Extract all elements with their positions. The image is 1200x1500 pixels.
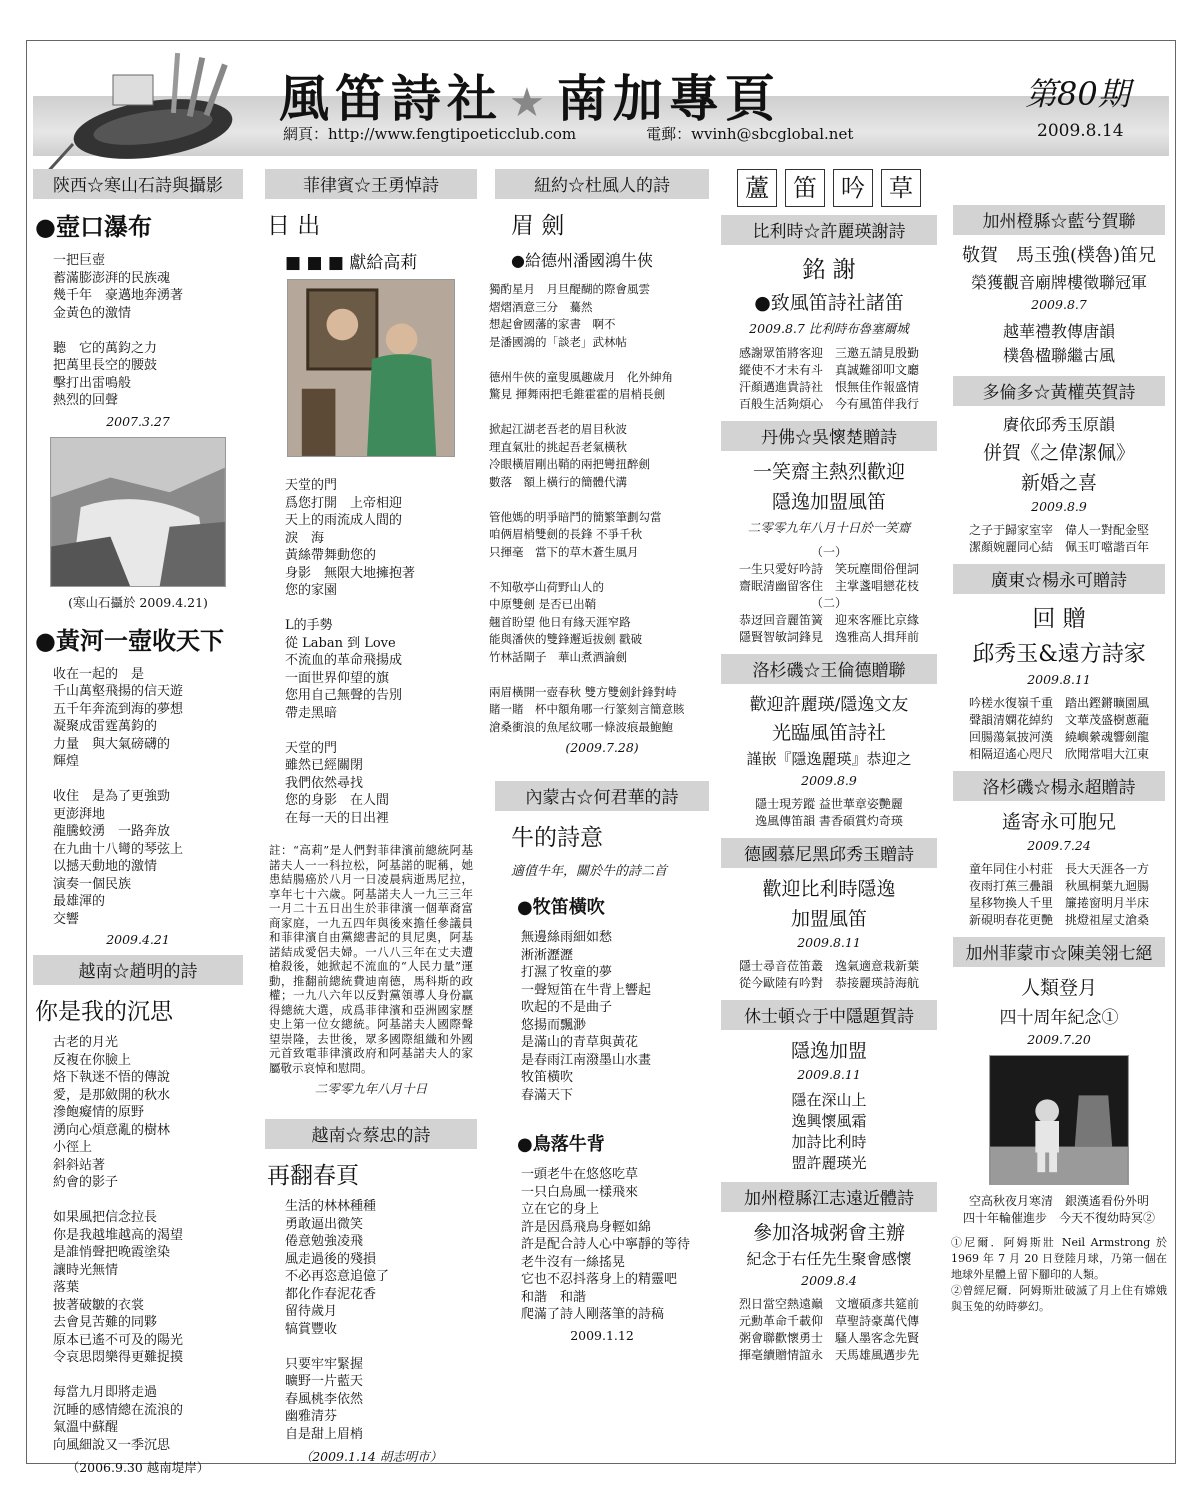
email-link[interactable]: 電郵：wvinh@sbcglobal.net — [646, 125, 854, 143]
banner-char: 草 — [881, 169, 921, 207]
poem-date: 2009.8.7 比利時布魯塞爾城 — [749, 321, 909, 336]
section-header: 德國慕尼黑邱秀玉贈詩 — [721, 838, 937, 868]
poem-subtitle: 適值牛年，關於牛的詩二首 — [511, 864, 668, 879]
poem-body: 烈日當空熱遠巔 文壇碩彥共筵前 元勳革命千載仰 草聖詩豪萬代傳 粥會聯歡懷勇士 騷人墨客念先賢 揮毫續贈情誼永 天馬雄風邁步先 — [738, 1297, 919, 1362]
banner-char: 吟 — [833, 169, 873, 207]
poem-body: 天堂的門 爲您打開 上帝相迎 天上的雨流成人間的 淚 海 黃絲帶舞動您的 身影 無限大地擁抱著 您的家園 L的手勢 從 Laban 到 Love 不流血的革命飛揚成 一面世界仰望的旗 您用自己無聲的告別 帶走黑暗 天堂的門 雖然已經關閉 我們依然尋找 您的身影 在人間 在每一天的日出裡 — [285, 478, 416, 826]
section-header: 越南☆蔡忠的詩 — [265, 1119, 477, 1149]
poem-date: 2009.1.12 — [570, 1327, 634, 1343]
poem-subtitle: ●給德州潘國鴻牛俠 — [511, 251, 653, 270]
column-4 — [715, 169, 943, 1457]
poem-title: 銘 謝 — [802, 257, 856, 283]
dedication: ■ ■ ■ 獻給高莉 — [285, 253, 418, 273]
poem-title: ●牧笛橫吹 — [517, 897, 605, 918]
poem-body: 一頭老牛在悠悠吃草 一只白鳥風一樣飛來 立在它的身上 許是因爲飛鳥身輕如綿 許是配合詩人心中寧靜的等待 老牛沒有一絲搖晃 它也不忍抖落身上的精靈吧 和諧 和諧 爬滿了詩人剛落筆的詩稿 — [521, 1167, 691, 1322]
note-date: 二零零九年八月十日 — [314, 1081, 428, 1096]
masthead-contact — [283, 123, 853, 144]
portrait-photo — [287, 279, 455, 457]
section-header: 休士頓☆于中隱題賀詩 — [721, 1000, 937, 1030]
section-header: 陝西☆寒山石詩與攝影 — [33, 169, 243, 199]
poem-date: 2009.7.24 — [1027, 838, 1091, 853]
poem-body: 童年同住小村莊 長大天涯各一方 夜雨打蕉三疊韻 秋風桐葉九迴腸 星移物換人千里 簾捲窗明月半床 新硯明春花更艷 挑燈祖屋丈滄桑 — [968, 862, 1149, 927]
section-header: 洛杉磯☆王倫德贈聯 — [721, 654, 937, 684]
poem-date: 2009.7.20 — [1027, 1032, 1091, 1047]
masthead-title: 風笛詩社 ★ 南加專頁 — [279, 70, 781, 128]
poem-title: 敬賀 馬玉強(樸魯)笛兄 — [961, 245, 1157, 266]
poem-title: 一笑齋主熱烈歡迎 — [752, 461, 905, 483]
poem-title: 再翻春頁 — [267, 1163, 359, 1189]
section-header: 比利時☆許麗瑛謝詩 — [721, 215, 937, 245]
section-header: 內蒙古☆何君華的詩 — [495, 781, 709, 811]
poem-title: 光臨風笛詩社 — [771, 722, 886, 744]
poem-title: 牛的詩意 — [511, 825, 603, 851]
star-icon: ★ — [509, 80, 551, 126]
poem-title: 賡依邱秀玉原韻 — [1002, 415, 1115, 434]
poem-title: ●壺口瀑布 — [35, 212, 152, 241]
poem-date: 二零零九年八月十日於一笑齋 — [747, 520, 911, 535]
section-header: 加州菲蒙市☆陳美翎七絕 — [953, 937, 1165, 967]
poem-body: 隱士尋音莅笛叢 逸氣適意栽新葉 從今歐陸有吟對 恭接麗瑛詩海航 — [738, 959, 919, 990]
section-header: 廣東☆楊永可贈詩 — [953, 564, 1165, 594]
poem-subtitle: 謹嵌『隱逸麗瑛』恭迎之 — [746, 750, 912, 768]
poem-title: 加盟風笛 — [790, 908, 867, 930]
section-header: 丹佛☆吳懷楚贈詩 — [721, 421, 937, 451]
poem-title: ●鳥落牛背 — [517, 1134, 605, 1155]
poem-body: （一） 一生只愛好吟詩 笑玩塵間俗俚詞 齋眠清幽留客住 主掌盞唱戀花枝 （二） 恭迓回音麗笛簧 迎來客雁比京緣 隱賢智敏詞鋒見 逸雅高人揖拜前 — [738, 545, 919, 644]
section-header: 紐約☆杜風人的詩 — [495, 169, 709, 199]
poem-date: 2009.8.11 — [1027, 672, 1091, 687]
poem-title: 人類登月 — [1020, 977, 1097, 999]
poem-body: 空高秋夜月寒清 銀漢遙看份外明 四十年輪催進步 今天不復幼時冥② — [962, 1194, 1155, 1225]
poem-date: (2009.7.28) — [565, 740, 639, 755]
poem-title: 歡迎比利時隱逸 — [762, 878, 896, 900]
poem-body: 感謝眾笛將客迎 三邀五請見殷勤 縱使不才未有斗 真誠難卻叩文廳 汗顏邁進貴詩社 恨無佳作報盛情 百般生活夠煩心 今有風笛伴我行 — [738, 346, 919, 411]
poem-body: 越華禮教傳唐韻 樸魯楹聯繼古風 — [1002, 322, 1115, 365]
waterfall-photo — [50, 437, 226, 587]
poem-title: 併賀《之偉潔佩》 — [982, 442, 1135, 464]
poem-date: 2009.8.7 — [1031, 297, 1087, 312]
poem-title: 參加洛城粥會主辦 — [752, 1222, 905, 1244]
section-header: 加州橙縣江志遠近體詩 — [721, 1182, 937, 1212]
column-banner — [715, 169, 943, 207]
poem-body: 隱士現芳蹤 益世華章姿艷麗 逸風傳笛韻 書香碩賞灼奇瑛 — [755, 797, 903, 828]
column-2 — [265, 169, 477, 1464]
poem-subtitle: ●致風笛詩社諸笛 — [754, 292, 904, 314]
poem-body: 一把巨壺 蓄滿膨澎湃的民族魂 幾千年 豪邁地奔湧著 金黃色的激情 聽 它的萬鈞之力 把萬里長空的腰鼓 擊打出雷鳴般 熱烈的回聲 — [53, 253, 184, 408]
poem-subtitle: 紀念于右任先生聚會感懷 — [746, 1250, 912, 1268]
footnote: 註：“高莉”是人們對菲律濱前總統阿基諾夫人一一科拉松，阿基諾的昵稱，她患結腸癌於八月一日凌晨病逝馬尼拉，享年七十六歲。阿基諾夫人一九三三年一月二十五日出生於菲律濱一個華裔富商家庭，一九五四年與後來擔任參議員和菲律濱自由黨總書記的貝尼奧，阿基諾結成愛侶夫婦。一八八三年在丈夫遭槍殺後，她掀起不流血的“人民力量”運動，推翻前總統費迪南德，馬科斯的政權；一九八六年以反對黨領導人身份贏得總統大選，成爲菲律濱和亞洲國家歷史上第一位女總統。阿基諾夫人國際聲望崇隆，去世後，眾多國際組織和外國元首致電菲律濱政府和阿基諾夫人的家屬敬示哀悼和慰問。 — [269, 843, 473, 1075]
poem-body: 無邊絲雨細如愁 淅淅瀝瀝 打濕了牧童的夢 一聲短笛在牛背上響起 吹起的不是曲子 悠揚而飄渺 是滿山的青草與黃花 是春雨江南潑墨山水畫 牧笛橫吹 春滿天下 — [521, 930, 652, 1103]
poem-body: 古老的月光 反複在你臉上 烙下執迷不悟的傳說 愛，是那斂開的秋水 滲飽癡情的原野 湧向心煩意亂的樹林 小徑上 斜斜站著 約會的影子 如果風把信念拉長 你是我越堆越高的渴望 是誰悄聲把晚霞塗染 讓時光無情 落葉 披著破皺的衣裳 去會見苦難的同夥 原本已遙不可及的陽光 令哀思悶樂得更難捉摸 每當九月即將走過 沉睡的感情總在流浪的 氣溫中蘇醒 向風細說又一季沉思 — [53, 1035, 184, 1453]
column-3 — [489, 169, 709, 1457]
column-1 — [33, 169, 243, 1475]
poem-date: 2009.8.9 — [1031, 499, 1087, 514]
poem-title: 新婚之喜 — [1020, 472, 1097, 494]
poem-body: 收在一起的 是 千山萬壑飛揚的信天遊 五千年奔流到海的夢想 凝聚成雷霆萬鈞的 力量 與大氣磅礴的 輝煌 收住 是為了更強勁 更澎湃地 龍騰蛟湧 一路奔放 在九曲十八彎的琴弦上 以撼天動地的激情 演奏一個民族 最雄渾的 交響 — [53, 666, 184, 927]
banner-char: 笛 — [785, 169, 825, 207]
poem-title: ●黃河一壺收天下 — [35, 625, 224, 655]
poem-title: 榮獲觀音廟牌樓徵聯冠軍 — [970, 273, 1147, 292]
page-frame — [26, 40, 1176, 1475]
poem-title: 眉 劍 — [511, 213, 565, 239]
poem-title: 四十周年紀念① — [999, 1008, 1119, 1028]
poem-body: 之子于歸家室宰 偉人一對配金堅 潔顏婉麗同心結 佩玉叮噹諧百年 — [968, 523, 1149, 554]
poem-date: 2009.8.11 — [797, 935, 861, 950]
column-5 — [947, 169, 1171, 1457]
poem-title: 日 出 — [267, 213, 321, 239]
poem-title: 回 贈 — [1032, 606, 1086, 632]
section-header: 加州橙縣☆藍兮賀聯 — [953, 205, 1165, 235]
poem-date: 2009.8.9 — [801, 773, 857, 788]
section-header: 越南☆趙明的詩 — [33, 955, 243, 985]
poem-date: 2007.3.27 — [106, 413, 170, 429]
poem-title: 隱逸加盟風笛 — [771, 491, 886, 513]
issue-number: 第80期 — [1025, 75, 1130, 113]
poem-date: 2009.4.21 — [106, 932, 170, 947]
section-header: 菲律賓☆王勇悼詩 — [265, 169, 477, 199]
poem-date: （2009.1.14 胡志明市） — [299, 1449, 443, 1464]
issue-date: 2009.8.14 — [1037, 121, 1124, 141]
poem-title: 遙寄永可胞兄 — [1001, 811, 1116, 833]
poem-body: 隱在深山上 逸興懷風霜 加詩比利時 盟許麗瑛光 — [791, 1091, 867, 1172]
poem-date: 2009.8.4 — [801, 1273, 857, 1288]
poem-body: 獨酌星月 月旦醍醐的際會風雲 熠熠酒意三分 驀然 想起會國藩的家書 啊不 是潘國鴻的「談老」武林帖 德州牛俠的童叟風趣歲月 化外紳角 驚見 揮舞兩把毛錐霍霍的眉梢長劍 掀起江湖老吾老的眉目秋波 理直氣壯的挑起吾老氣橫秋 冷眼橫眉剛出鞘的兩把彎扭醉劍 數落 額上橫行的簡體代溝 管他媽的明爭暗鬥的簡繁筆劃勾當 咱俩眉梢雙劍的長鋒 不爭千秋 只揮毫 當下的草木蒼生風月 不知敬亭山荷野山人的 中原雙劍 是否已出鞘 翹首盼望 他日有緣天涯窄路 能與潘俠的雙鋒邂逅拔劍 戳破 竹林話閘子 華山煮酒論劍 兩眉橫開一壺春秋 雙方雙劍針鋒對峙 賭一賭 杯中額角哪一行篆刻言簡意賅 滄桑衝浪的魚尾紋哪一條波痕最鮑鮑 — [489, 282, 685, 734]
section-header: 洛杉磯☆楊永超贈詩 — [953, 771, 1165, 801]
moon-landing-photo — [989, 1055, 1129, 1185]
poem-title: 邱秀玉&遠方詩家 — [972, 642, 1146, 667]
section-header: 多倫多☆黃權英賀詩 — [953, 376, 1165, 406]
photo-caption: (寒山石攝於 2009.4.21) — [68, 594, 208, 610]
website-link[interactable]: 網頁：http://www.fengtipoeticclub.com — [283, 125, 577, 143]
poem-body: 吟槎水復嶺千重 踏出鏗鏘曠園風 聲韻清嫻花綽約 文華茂盛樹蔥蘢 回腸蕩氣披河漢 繞嶼縈魂響劍龍 相隔迢遙心咫尺 欣聞常唱大江東 — [968, 696, 1149, 761]
poem-date: （2006.9.30 越南堤岸） — [66, 1460, 210, 1475]
poem-title: 隱逸加盟 — [790, 1040, 867, 1062]
poem-title: 歡迎許麗瑛/隱逸文友 — [749, 695, 909, 715]
poem-body: 生活的林林種種 勇敢逼出微笑 倦意勉強凌飛 風走過後的殘損 不必再恣意追億了 都化作春泥花香 留待歲月 犒賞豐收 只要牢牢緊握 曠野一片藍天 春風桃李依然 幽雅清芬 自是甜上眉梢 — [285, 1199, 390, 1442]
poem-date: 2009.8.11 — [797, 1067, 861, 1082]
banner-char: 蘆 — [737, 169, 777, 207]
poem-title: 你是我的沉思 — [35, 999, 173, 1025]
footnote: ①尼爾．阿姆斯壯 Neil Armstrong 於 1969 年 7 月 20 日登陸月球，乃第一個在地球外星體上留下腳印的人類。 ②曾經尼爾．阿姆斯壯破滅了月上住有嫦娥與玉兔的幼時夢幻。 — [951, 1236, 1167, 1313]
bagpipe-icon — [43, 49, 263, 179]
